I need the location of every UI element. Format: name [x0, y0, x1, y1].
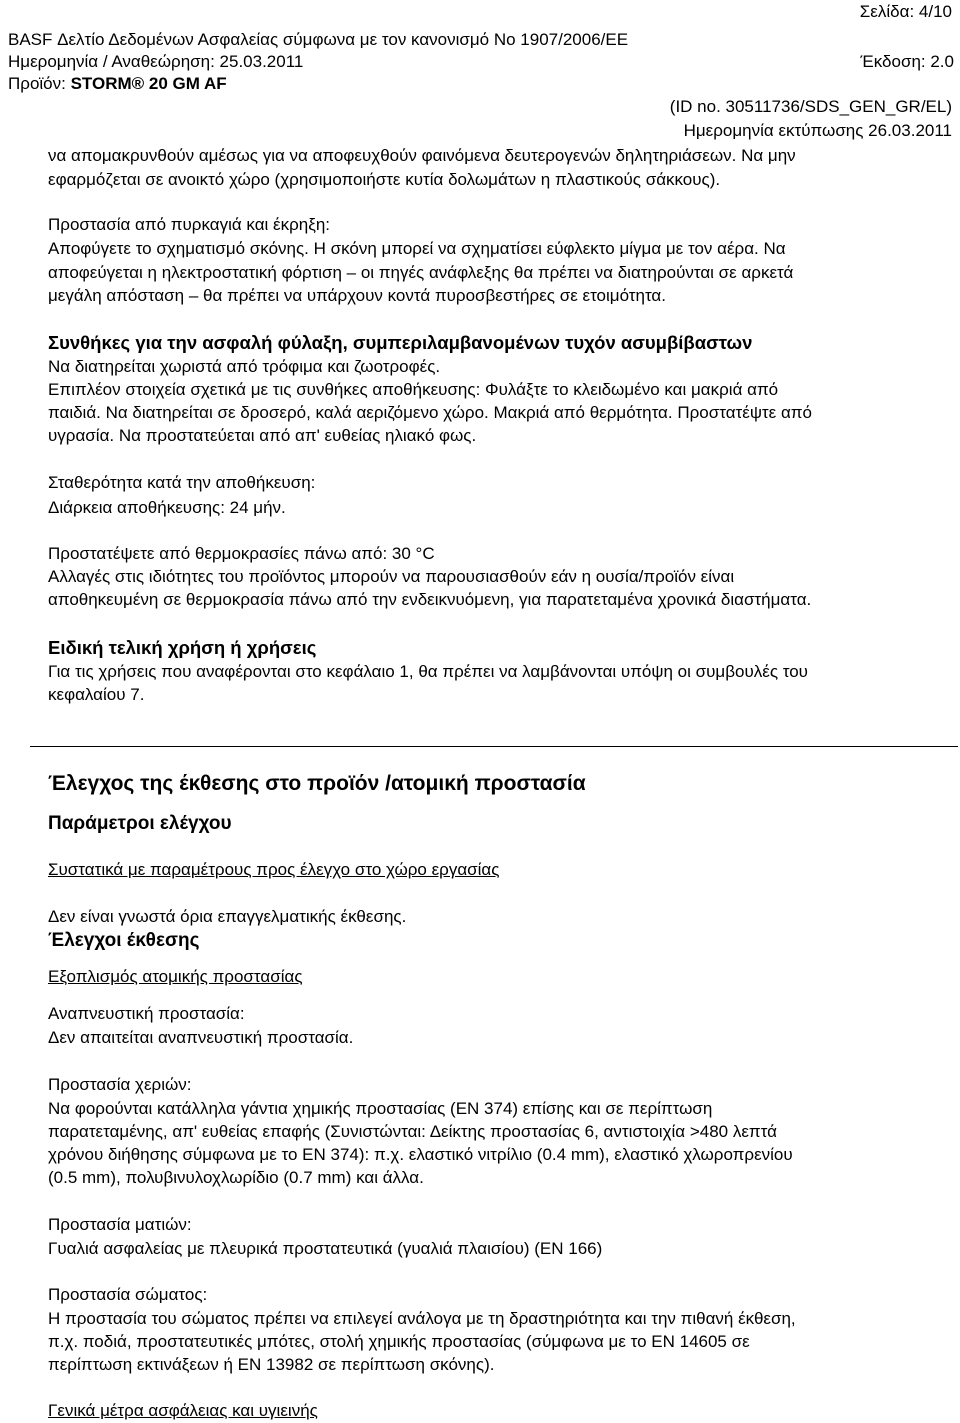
body-line-2: π.χ. ποδιά, προστατευτικές μπότες, στολή χημικής προστασίας (σύμφωνα με το EN 14605 σε [48, 1332, 750, 1351]
intro-line-2: εφαρμόζεται σε ανοικτό χώρο (χρησιμοποιήστε κυτία δολωμάτων η πλαστικούς σάκκους). [48, 170, 721, 189]
ppe-link[interactable]: Εξοπλισμός ατομικής προστασίας [48, 967, 303, 986]
hand-line-3: χρόνου διήθησης σύμφωνα με το EN 374): π.χ. ελαστικό νιτρίλιο (0.4 mm), ελαστικό χλωροπρενίου [48, 1145, 793, 1164]
product-line [8, 74, 227, 94]
id-number: (ID no. 30511736/SDS_GEN_GR/EL) [669, 97, 952, 116]
respiratory-value: Δεν απαιτείται αναπνευστική προστασία. [48, 1028, 354, 1047]
document-title: BASF Δελτίο Δεδομένων Ασφαλείας σύμφωνα με τον κανονισμό No 1907/2006/ΕΕ [8, 30, 629, 49]
components-link[interactable]: Συστατικά με παραμέτρους προς έλεγχο στο χώρο εργασίας [48, 860, 500, 879]
stability-label: Σταθερότητα κατά την αποθήκευση: [48, 473, 316, 492]
body-protection-label: Προστασία σώματος: [48, 1285, 208, 1304]
hand-line-4: (0.5 mm), πολυβινυλοχλωρίδιο (0.7 mm) και άλλα. [48, 1168, 424, 1187]
storage-line-4: υγρασία. Να προστατεύεται από απ' ευθείας ηλιακό φως. [48, 426, 477, 445]
temp-line-1: Προστατέψετε από θερμοκρασίες πάνω από: 30 °C [48, 544, 435, 563]
section-8-title: Έλεγχος της έκθεσης στο προϊόν /ατομική προστασία [48, 772, 586, 795]
control-parameters-heading: Παράμετροι ελέγχου [48, 813, 232, 834]
eye-protection-value: Γυαλιά ασφαλείας με πλευρικά προστατευτικά (γυαλιά πλαισίου) (EN 166) [48, 1239, 603, 1258]
section-divider [30, 746, 958, 747]
product-label: Προϊόν: [8, 74, 71, 93]
body-line-1: Η προστασία του σώματος πρέπει να επιλεγεί ανάλογα με τη δραστηριότητα και την πιθανή έκθεση, [48, 1309, 796, 1328]
storage-heading: Συνθήκες για την ασφαλή φύλαξη, συμπεριλαμβανομένων τυχόν ασυμβίβαστων [48, 332, 753, 353]
print-date: Ημερομηνία εκτύπωσης 26.03.2011 [683, 121, 952, 140]
respiratory-label: Αναπνευστική προστασία: [48, 1004, 245, 1023]
temp-line-2: Αλλαγές στις ιδιότητες του προϊόντος μπορούν να παρουσιασθούν εάν η ουσία/προϊόν είναι [48, 567, 735, 586]
hand-protection-label: Προστασία χεριών: [48, 1075, 192, 1094]
fire-line-2: αποφεύγεται η ηλεκτροστατική φόρτιση – οι πηγές ανάφλεξης θα πρέπει να διατηρούνται σε αρκετά [48, 263, 794, 282]
storage-line-3: παιδιά. Να διατηρείται σε δροσερό, καλά αεριζόμενο χώρο. Μακριά από θερμότητα. Προστατέψτε από [48, 403, 812, 422]
storage-line-1: Να διατηρείται χωριστά από τρόφιμα και ζωοτροφές. [48, 357, 441, 376]
page-number: Σελίδα: 4/10 [859, 2, 952, 21]
revision-date: Ημερομηνία / Αναθεώρηση: 25.03.2011 [8, 52, 304, 71]
fire-line-3: μεγάλη απόσταση – θα πρέπει να υπάρχουν κοντά πυροσβεστήρες σε ετοιμότητα. [48, 286, 666, 305]
hand-line-1: Να φορούνται κατάλληλα γάντια χημικής προστασίας (EN 374) επίσης και σε περίπτωση [48, 1099, 713, 1118]
body-line-3: περίπτωση εκτινάξεων ή EN 13982 σε περίπτωση σκόνης). [48, 1355, 495, 1374]
stability-value: Διάρκεια αποθήκευσης: 24 μήν. [48, 498, 286, 517]
hand-line-2: παρατεταμένης, απ' ευθείας επαφής (Συνιστώνται: Δείκτης προστασίας 6, αντιστοιχία >480 λεπτά [48, 1122, 777, 1141]
version: Έκδοση: 2.0 [860, 52, 954, 71]
hygiene-link[interactable]: Γενικά μέτρα ασφάλειας και υγιεινής [48, 1401, 318, 1420]
storage-line-2: Επιπλέον στοιχεία σχετικά με τις συνθήκες αποθήκευσης: Φυλάξτε το κλειδωμένο και μακριά από [48, 380, 779, 399]
temp-line-3: αποθηκευμένη σε θερμοκρασία πάνω από την ενδεικνυόμενη, για παρατεταμένα χρονικά διαστήματα. [48, 590, 812, 609]
exposure-controls-heading: Έλεγχοι έκθεσης [48, 930, 200, 951]
fire-protection-label: Προστασία από πυρκαγιά και έκρηξη: [48, 215, 331, 234]
end-use-line-2: κεφαλαίου 7. [48, 685, 145, 704]
intro-line-1: να απομακρυνθούν αμέσως για να αποφευχθούν φαινόμενα δευτερογενών δηλητηριάσεων. Να μην [48, 146, 796, 165]
end-use-heading: Ειδική τελική χρήση ή χρήσεις [48, 637, 317, 658]
eye-protection-label: Προστασία ματιών: [48, 1215, 192, 1234]
end-use-line-1: Για τις χρήσεις που αναφέρονται στο κεφάλαιο 1, θα πρέπει να λαμβάνονται υπόψη οι συμβουλές του [48, 662, 808, 681]
fire-line-1: Αποφύγετε το σχηματισμό σκόνης. Η σκόνη μπορεί να σχηματίσει εύφλεκτο μίγμα με τον αέρα. Να [48, 239, 786, 258]
no-limits-text: Δεν είναι γνωστά όρια επαγγελματικής έκθεσης. [48, 907, 407, 926]
product-name: STORM® 20 GM AF [70, 74, 227, 93]
